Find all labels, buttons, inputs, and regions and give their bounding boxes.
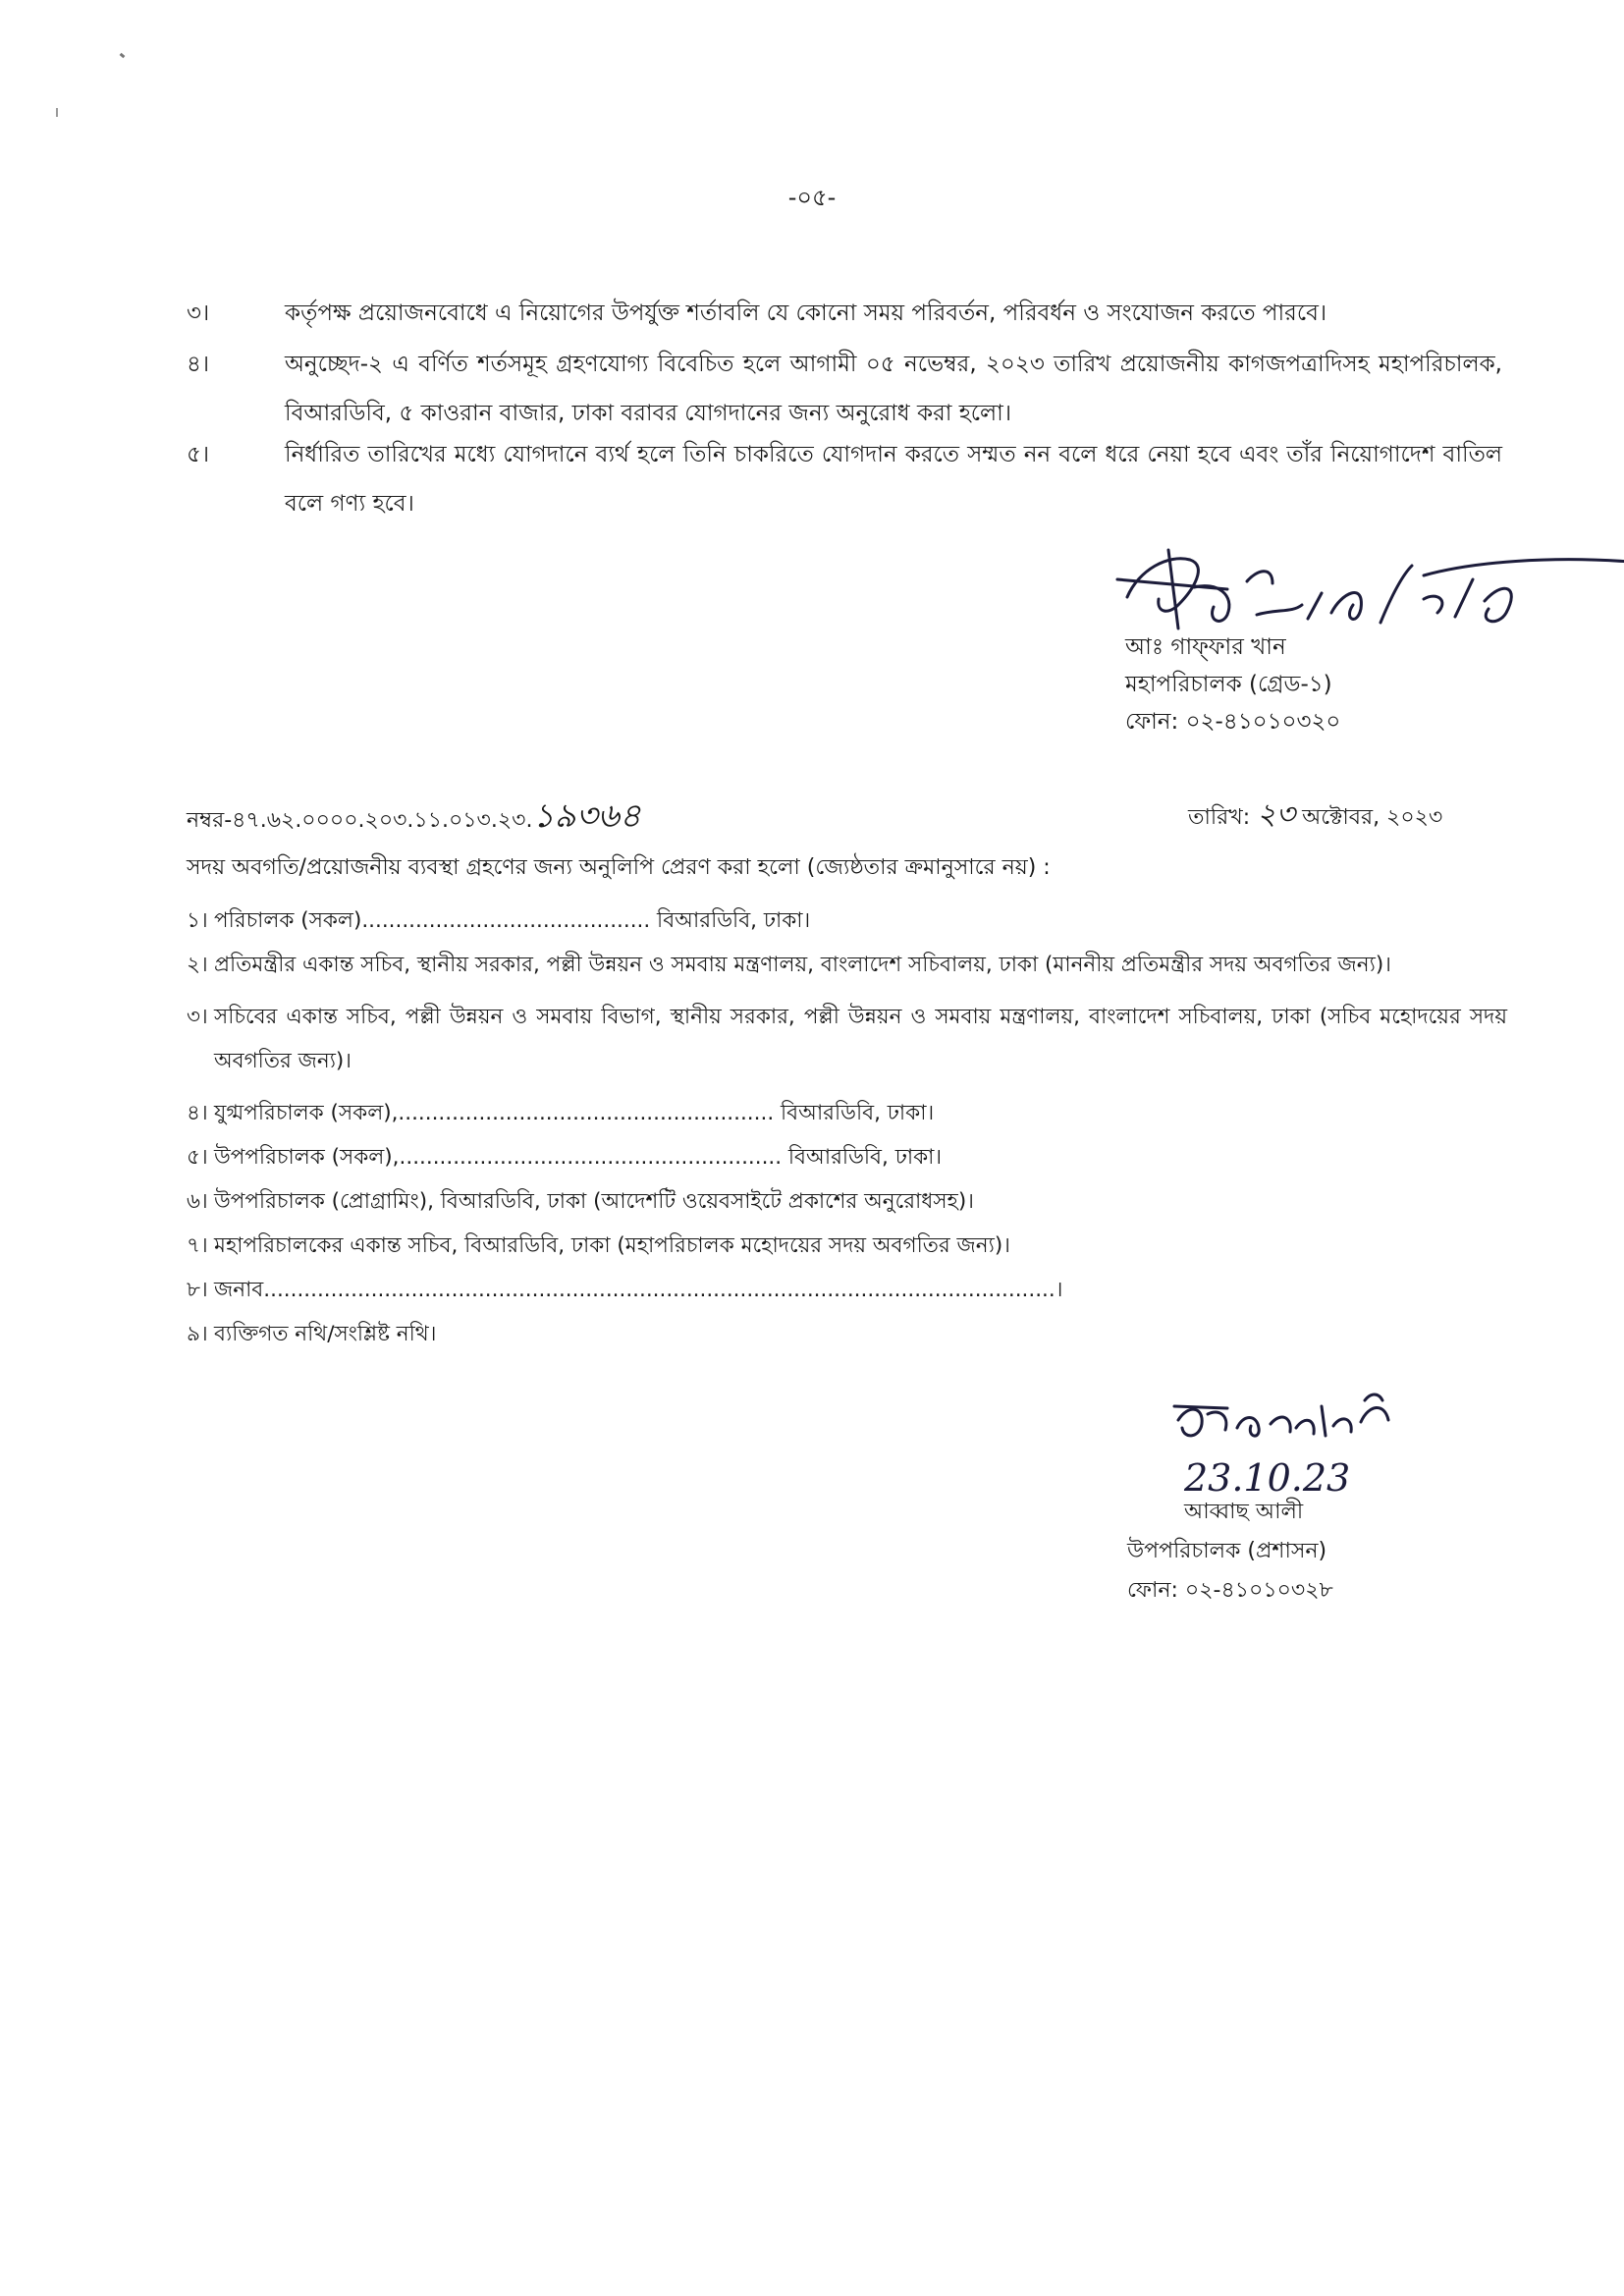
list-item — [187, 1268, 1507, 1312]
scan-speck — [120, 53, 126, 59]
signatory-designation: মহাপরিচালক (গ্রেড-১) — [1125, 672, 1332, 697]
list-item-number: ৯। — [187, 1322, 208, 1346]
list-item-number: ৬। — [187, 1189, 208, 1214]
memo-date — [1188, 791, 1442, 841]
clause-number: ৪। — [187, 352, 210, 377]
list-item-number: ৫। — [187, 1145, 208, 1170]
list-item-number: ১। — [187, 908, 208, 933]
page-number: -০৫- — [787, 184, 837, 211]
list-item-number: ৩। — [187, 1005, 208, 1029]
list-item — [187, 1312, 1507, 1356]
clause-3 — [187, 289, 1502, 338]
date-day-handwritten: ২৩ — [1257, 797, 1296, 832]
copy-list — [187, 899, 1507, 1356]
signature-2 — [1168, 1385, 1424, 1503]
memo-number — [187, 791, 641, 847]
list-item — [187, 1091, 1507, 1135]
list-item-text: পরিচালক (সকল)........................................... বিআরডিবি, ঢাকা। — [214, 908, 811, 933]
list-item-text: সচিবের একান্ত সচিব, পল্লী উন্নয়ন ও সমবায় বিভাগ, স্থানীয় সরকার, পল্লী উন্নয়ন ও সমবায় মন্ত্রণালয়, বাংলাদেশ সচিবালয়, ঢাকা (সচিব মহোদয়ের সদয় অবগতির জন্য)। — [214, 1005, 1507, 1073]
date-label: তারিখ: — [1188, 805, 1251, 830]
signatory-1 — [1125, 629, 1340, 740]
memo-number-handwritten: ১৯৩৬৪ — [532, 796, 641, 836]
signatory-designation: উপপরিচালক (প্রশাসন) — [1127, 1539, 1327, 1563]
scan-speck — [56, 108, 58, 117]
clause-text: নির্ধারিত তারিখের মধ্যে যোগদানে ব্যর্থ হলে তিনি চাকরিতে যোগদান করতে সম্মত নন বলে ধরে নেয়া হবে এবং তাঁর নিয়োগাদেশ বাতিল বলে গণ্য হবে। — [285, 442, 1502, 517]
list-item-number: ২। — [187, 953, 208, 977]
clause-number: ৫। — [187, 442, 210, 467]
signatory-phone: ফোন: ০২-৪১০১০৩২০ — [1125, 709, 1341, 735]
memo-number-label: নম্বর-৪৭.৬২.০০০০.২০৩.১১.০১৩.২৩. — [187, 808, 533, 833]
list-item-text: উপপরিচালক (সকল),......................................................... বিআরডিবি, ঢাকা। — [214, 1145, 943, 1170]
list-item-number: ৮। — [187, 1278, 208, 1302]
list-item — [187, 1135, 1507, 1179]
list-item-text: জনাব......................................................................................................................। — [214, 1278, 1063, 1302]
list-item-text: ব্যক্তিগত নথি/সংশ্লিষ্ট নথি। — [214, 1322, 437, 1346]
list-item-number: ৭। — [187, 1233, 208, 1258]
list-item-text: মহাপরিচালকের একান্ত সচিব, বিআরডিবি, ঢাকা (মহাপরিচালক মহোদয়ের সদয় অবগতির জন্য)। — [214, 1233, 1010, 1258]
list-item-text: যুগ্মপরিচালক (সকল),........................................................ বিআরডিবি, ঢাকা। — [214, 1101, 935, 1125]
signature-1 — [1100, 511, 1624, 648]
signatory-2 — [1127, 1493, 1333, 1611]
copy-intro: সদয় অবগতি/প্রয়োজনীয় ব্যবস্থা গ্রহণের জন্য অনুলিপি প্রেরণ করা হলো (জ্যেষ্ঠতার ক্রমানুসারে নয়) : — [187, 855, 1051, 880]
list-item-number: ৪। — [187, 1101, 208, 1125]
clause-4 — [187, 340, 1502, 438]
signatory-phone: ফোন: ০২-৪১০১০৩২৮ — [1127, 1578, 1333, 1603]
clause-text: কর্তৃপক্ষ প্রয়োজনবোধে এ নিয়োগের উপর্যুক্ত শর্তাবলি যে কোনো সময় পরিবর্তন, পরিবর্ধন ও সংযোজন করতে পারবে। — [285, 301, 1327, 326]
clause-number: ৩। — [187, 301, 210, 326]
list-item — [187, 1179, 1507, 1224]
list-item-text: উপপরিচালক (প্রোগ্রামিং), বিআরডিবি, ঢাকা (আদেশটি ওয়েবসাইটে প্রকাশের অনুরোধসহ)। — [214, 1189, 974, 1214]
svg-text:23.10.23: 23.10.23 — [1184, 1456, 1351, 1500]
signatory-name: আব্বাছ আলী — [1184, 1500, 1304, 1524]
date-month-year: অক্টোবর, ২০২৩ — [1302, 805, 1443, 830]
list-item-text: প্রতিমন্ত্রীর একান্ত সচিব, স্থানীয় সরকার, পল্লী উন্নয়ন ও সমবায় মন্ত্রণালয়, বাংলাদেশ সচিবালয়, ঢাকা (মাননীয় প্রতিমন্ত্রীর সদয় অবগতির জন্য)। — [214, 953, 1391, 977]
list-item — [187, 1224, 1507, 1268]
list-item — [187, 995, 1507, 1083]
list-item — [187, 899, 1507, 943]
signatory-name: আঃ গাফ্ফার খান — [1125, 634, 1286, 660]
clause-text: অনুচ্ছেদ-২ এ বর্ণিত শর্তসমূহ গ্রহণযোগ্য বিবেচিত হলে আগামী ০৫ নভেম্বর, ২০২৩ তারিখ প্রয়োজনীয় কাগজপত্রাদিসহ মহাপরিচালক, বিআরডিবি, ৫ কাওরান বাজার, ঢাকা বরাবর যোগদানের জন্য অনুরোধ করা হলো। — [285, 352, 1502, 426]
list-item — [187, 943, 1507, 987]
